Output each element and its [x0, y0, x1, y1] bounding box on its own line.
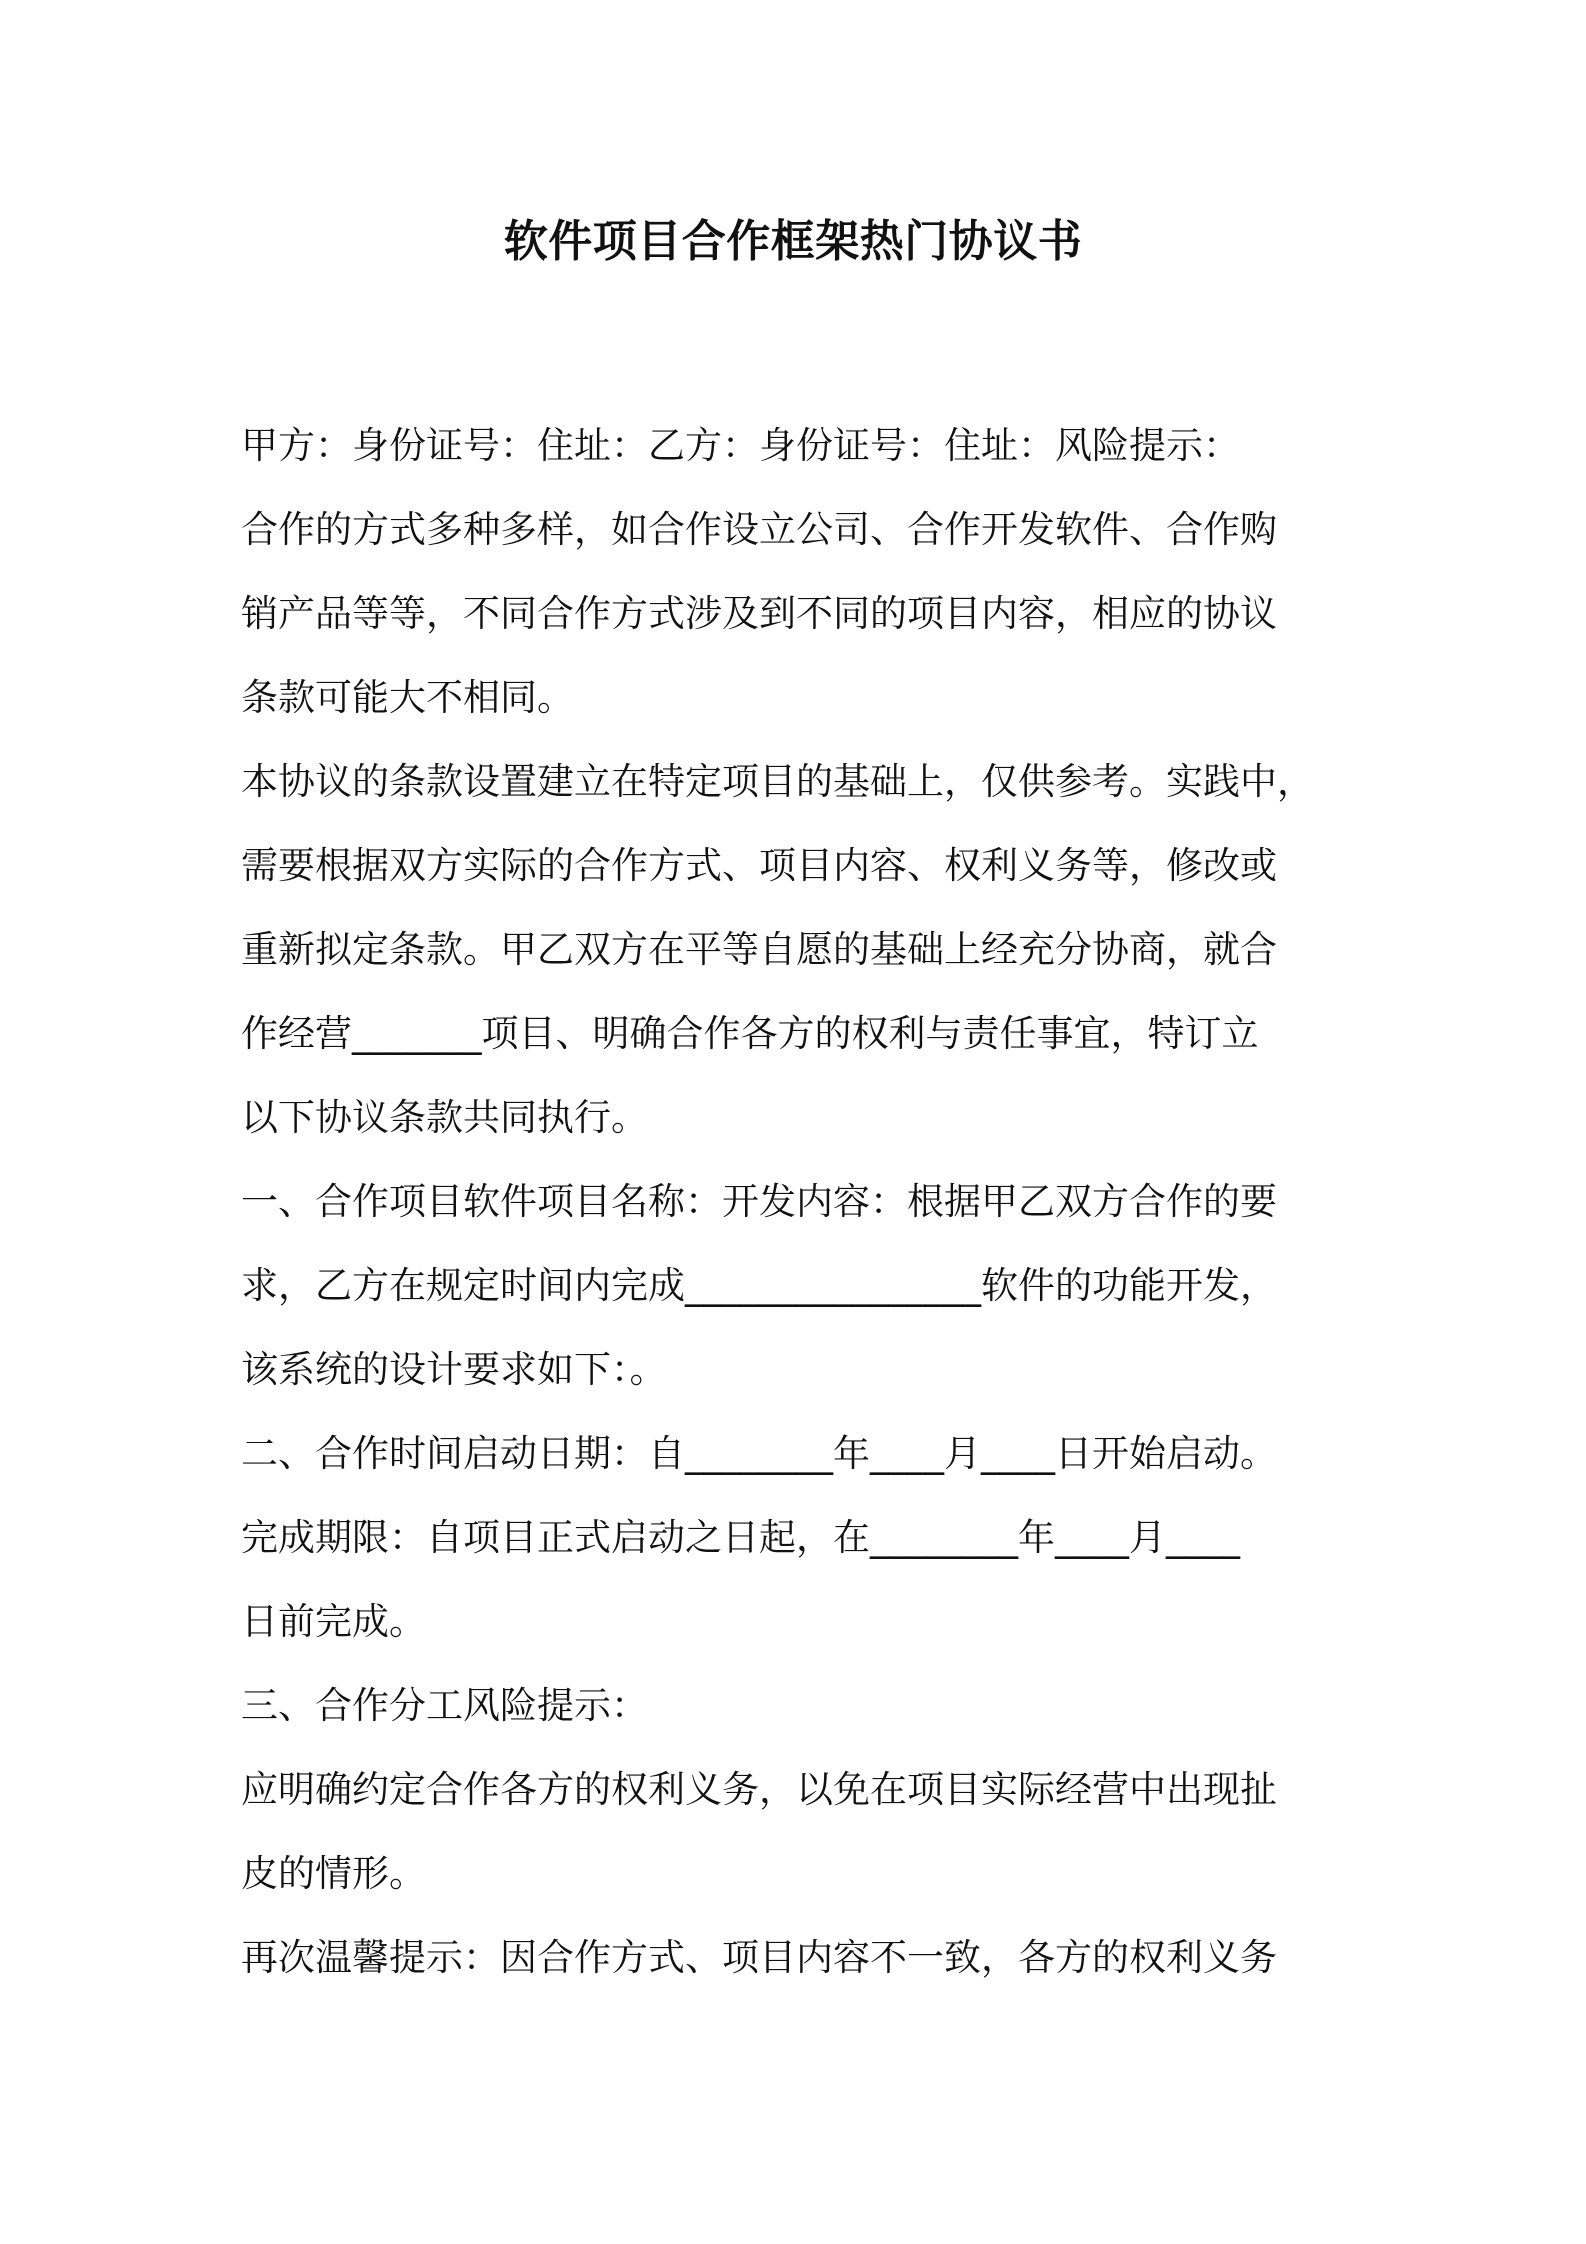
- document-title: 软件项目合作框架热门协议书: [503, 216, 1083, 267]
- body-line: 合作的方式多种多样，如合作设立公司、合作开发软件、合作购: [241, 508, 1277, 551]
- body-line: 本协议的条款设置建立在特定项目的基础上，仅供参考。实践中，: [241, 760, 1314, 803]
- body-line: 一、合作项目软件项目名称：开发内容：根据甲乙双方合作的要: [241, 1180, 1277, 1223]
- body-line: 以下协议条款共同执行。: [241, 1096, 648, 1139]
- body-line: 完成期限：自项目正式启动之日起，在________年____月____: [241, 1516, 1240, 1559]
- document-body: [241, 404, 1361, 2000]
- body-line: 条款可能大不相同。: [241, 676, 574, 719]
- body-line: 应明确约定合作各方的权利义务，以免在项目实际经营中出现扯: [241, 1768, 1277, 1811]
- body-line: 再次温馨提示：因合作方式、项目内容不一致，各方的权利义务: [241, 1936, 1277, 1979]
- body-line: 作经营_______项目、明确合作各方的权利与责任事宜，特订立: [241, 1012, 1259, 1055]
- body-line: 甲方：身份证号：住址：乙方：身份证号：住址：风险提示：: [241, 424, 1240, 467]
- body-line: 二、合作时间启动日期：自________年____月____日开始启动。: [241, 1432, 1277, 1475]
- body-line: 日前完成。: [241, 1600, 426, 1643]
- body-line: 皮的情形。: [241, 1852, 426, 1895]
- body-line: 三、合作分工风险提示：: [241, 1684, 648, 1727]
- body-line: 销产品等等，不同合作方式涉及到不同的项目内容，相应的协议: [241, 592, 1277, 635]
- body-line: 求，乙方在规定时间内完成________________软件的功能开发，: [241, 1264, 1277, 1307]
- body-line: 该系统的设计要求如下：。: [241, 1348, 667, 1391]
- body-line: 重新拟定条款。甲乙双方在平等自愿的基础上经充分协商，就合: [241, 928, 1277, 971]
- body-line: 需要根据双方实际的合作方式、项目内容、权利义务等，修改或: [241, 844, 1277, 887]
